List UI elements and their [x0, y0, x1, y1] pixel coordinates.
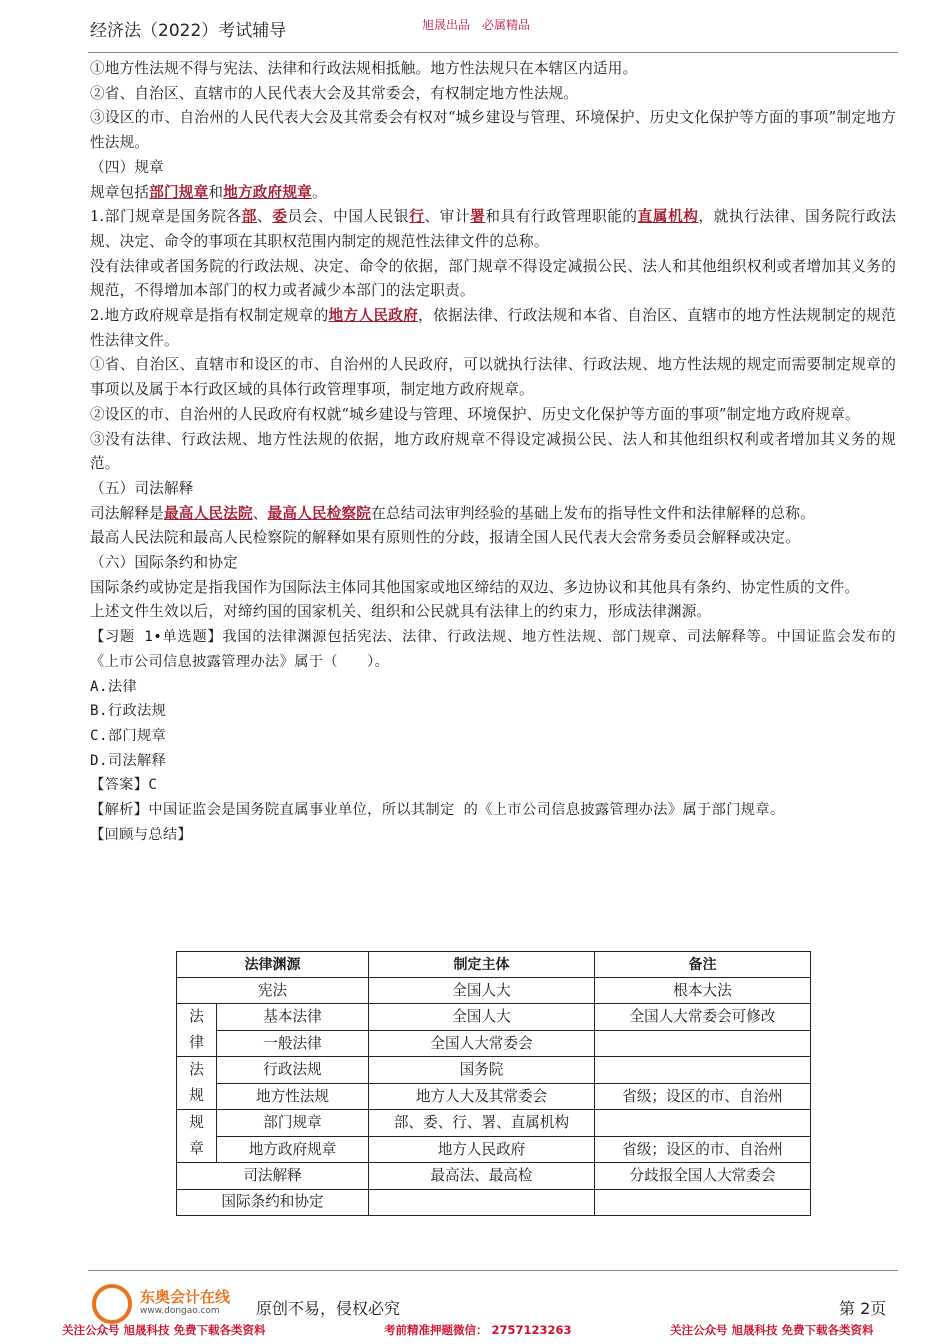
group-cell-fagui [177, 1057, 217, 1110]
table-cell [595, 1057, 811, 1084]
document-body [90, 57, 896, 848]
paragraph: 最高人民法院和最高人民检察院的解释如果有原则性的分歧，报请全国人民代表大会常务委员会解释或决定。 [90, 529, 801, 547]
paragraph: ③没有法律、行政法规、地方性法规的依据，地方政府规章不得设定减损公民、法人和其他组织权利或者增加其义务的规范。 [90, 430, 896, 473]
analysis: 【解析】中国证监会是国务院直属事业单位，所以其制定 的《上市公司信息披露管理办法》属于部门规章。 [90, 802, 785, 819]
option-a: A.法律 [90, 678, 138, 695]
paragraph [90, 304, 896, 353]
footer-note-right: 关注公众号 旭晟科技 免费下载各类资料 [670, 1323, 874, 1337]
option-d: D.司法解释 [90, 752, 167, 769]
text: 司法解释是 [90, 504, 164, 522]
text: 2.地方政府规章是指有权制定规章的 [90, 307, 329, 325]
group-char: 规 [189, 1087, 204, 1105]
paragraph: ①省、自治区、直辖市和设区的市、自治州的人民政府，可以就执行法律、行政法规、地方性法规的规定而需要制定规章的事项以及属于本行政区域的具体行政管理事项，制定地方政府规章。 [90, 356, 896, 399]
table-cell [369, 1189, 595, 1215]
page-header [0, 0, 950, 56]
paragraph [90, 205, 896, 254]
group-char: 章 [189, 1140, 204, 1158]
table-cell: 省级；设区的市、自治州 [595, 1136, 811, 1163]
group-cell-falv [177, 1004, 217, 1057]
group-char: 法 [189, 1008, 204, 1026]
table-cell: 司法解释 [177, 1163, 369, 1189]
answer: 【答案】C [90, 777, 158, 794]
logo-ring-icon [92, 1284, 132, 1324]
table-row [177, 1030, 811, 1057]
header-cell: 制定主体 [369, 952, 595, 978]
table-cell: 宪法 [177, 978, 369, 1004]
footer-slogan: 原创不易，侵权必究 [256, 1299, 401, 1318]
table-row [177, 1110, 811, 1137]
highlight-term: 部门规章 [149, 183, 209, 201]
option-c: C.部门规章 [90, 727, 167, 744]
table-cell: 国务院 [369, 1057, 595, 1084]
highlight-term: 地方政府规章 [223, 183, 312, 201]
table-cell: 全国人大 [369, 978, 595, 1004]
logo-name: 东奥会计在线 [140, 1288, 231, 1306]
highlight-term: 行 [409, 208, 425, 226]
table-cell: 基本法律 [217, 1004, 369, 1031]
table-row [177, 1057, 811, 1084]
table-cell: 地方政府规章 [217, 1136, 369, 1163]
section-heading: （五）司法解释 [90, 479, 194, 497]
text: 和 [208, 183, 224, 201]
text: 、 [252, 504, 268, 522]
summary-table [176, 951, 811, 1216]
text: 、 [257, 208, 273, 226]
table-cell [595, 1030, 811, 1057]
group-char: 法 [189, 1061, 204, 1079]
table-cell: 行政法规 [217, 1057, 369, 1084]
section-heading: （四）规章 [90, 158, 164, 176]
page-number: 第 2页 [839, 1299, 887, 1318]
table-cell: 一般法律 [217, 1030, 369, 1057]
table-cell: 省级；设区的市、自治州 [595, 1083, 811, 1110]
text: 在总结司法审判经验的基础上发布的指导性文件和法律解释的总称。 [371, 504, 815, 522]
highlight-term: 部 [241, 208, 257, 226]
paragraph: ②设区的市、自治州的人民政府有权就“城乡建设与管理、环境保护、历史文化保护等方面的事项”制定地方政府规章。 [90, 405, 860, 423]
option-b: B.行政法规 [90, 703, 167, 720]
text: ，就执行法律、国务院行政法规、决定、命令的事项在其职权范围内制定的规范性法律文件的总称。 [90, 208, 897, 250]
footer-note-middle: 考前精准押题微信： 2757123263 [384, 1323, 572, 1337]
section-heading: （六）国际条约和协定 [90, 554, 238, 572]
text: 、审计 [424, 208, 471, 226]
paragraph: 上述文件生效以后，对缔约国的国家机关、组织和公民就具有法律上的约束力，形成法律渊源。 [90, 603, 712, 621]
brand-tagline: 旭晟出品 必属精品 [422, 18, 531, 32]
text: ，依据法律、行政法规和本省、自治区、直辖市的地方性法规制定的规范性法律文件。 [90, 307, 897, 349]
table-cell: 根本大法 [595, 978, 811, 1004]
group-char: 规 [189, 1114, 204, 1132]
highlight-term: 地方人民政府 [328, 307, 419, 325]
paragraph: 国际条约或协定是指我国作为国际法主体同其他国家或地区缔结的双边、多边协议和其他具有条约、协定性质的文件。 [90, 578, 860, 596]
highlight-term: 署 [470, 208, 486, 226]
table-cell [595, 1189, 811, 1215]
table-cell: 部门规章 [217, 1110, 369, 1137]
table-cell: 分歧报全国人大常委会 [595, 1163, 811, 1189]
paragraph: ②省、自治区、直辖市的人民代表大会及其常委会，有权制定地方性法规。 [90, 84, 579, 102]
paragraph: ①地方性法规不得与宪法、法律和行政法规相抵触。地方性法规只在本辖区内适用。 [90, 60, 638, 77]
header-cell: 法律渊源 [177, 952, 369, 978]
header-divider [88, 52, 898, 53]
highlight-term: 最高人民法院 [163, 504, 253, 522]
table-row [177, 1136, 811, 1163]
group-char: 律 [189, 1034, 204, 1052]
table-cell: 地方人大及其常委会 [369, 1083, 595, 1110]
footer-divider [88, 1270, 898, 1271]
table-row [177, 1189, 811, 1215]
highlight-term: 最高人民检察院 [267, 504, 372, 522]
table-cell: 地方性法规 [217, 1083, 369, 1110]
exercise-question: 【习题 1•单选题】我国的法律渊源包括宪法、法律、行政法规、地方性法规、部门规章、司法解释等。中国证监会发布的《上市公司信息披露管理办法》属于（ ）。 [90, 629, 896, 670]
table-cell: 全国人大常委会可修改 [595, 1004, 811, 1031]
table-row [177, 1163, 811, 1189]
text: 员会、中国人民银 [287, 208, 410, 226]
text: 。 [311, 183, 327, 201]
table-cell [595, 1110, 811, 1137]
table-cell: 全国人大常委会 [369, 1030, 595, 1057]
paragraph: 没有法律或者国务院的行政法规、决定、命令的依据，部门规章不得设定减损公民、法人和其他组织权利或者增加其义务的规范，不得增加本部门的权力或者减少本部门的法定职责。 [90, 257, 896, 300]
paragraph: ③设区的市、自治州的人民代表大会及其常委会有权对“城乡建设与管理、环境保护、历史文化保护等方面的事项”制定地方性法规。 [90, 109, 896, 152]
paragraph [90, 502, 896, 527]
header-cell: 备注 [595, 952, 811, 978]
table-cell: 部、委、行、署、直属机构 [369, 1110, 595, 1137]
table-row [177, 978, 811, 1004]
table-header-row [177, 952, 811, 978]
text: 1.部门规章是国务院各 [90, 208, 242, 226]
table-row [177, 1004, 811, 1031]
text: 和具有行政管理职能的 [485, 208, 638, 226]
group-cell-guizhang [177, 1110, 217, 1163]
highlight-term: 直属机构 [637, 208, 699, 226]
page-footer [0, 1270, 950, 1344]
review-heading: 【回顾与总结】 [90, 826, 193, 843]
table-cell: 国际条约和协定 [177, 1189, 369, 1215]
table-cell: 全国人大 [369, 1004, 595, 1031]
highlight-term: 委 [272, 208, 288, 226]
table-cell: 地方人民政府 [369, 1136, 595, 1163]
doc-title: 经济法（2022）考试辅导 [90, 21, 287, 41]
table-cell: 最高法、最高检 [369, 1163, 595, 1189]
logo-url: www.dongao.com [140, 1306, 220, 1316]
table-row [177, 1083, 811, 1110]
footer-note-left: 关注公众号 旭晟科技 免费下载各类资料 [62, 1323, 266, 1337]
paragraph [90, 181, 896, 206]
text: 规章包括 [90, 183, 150, 201]
